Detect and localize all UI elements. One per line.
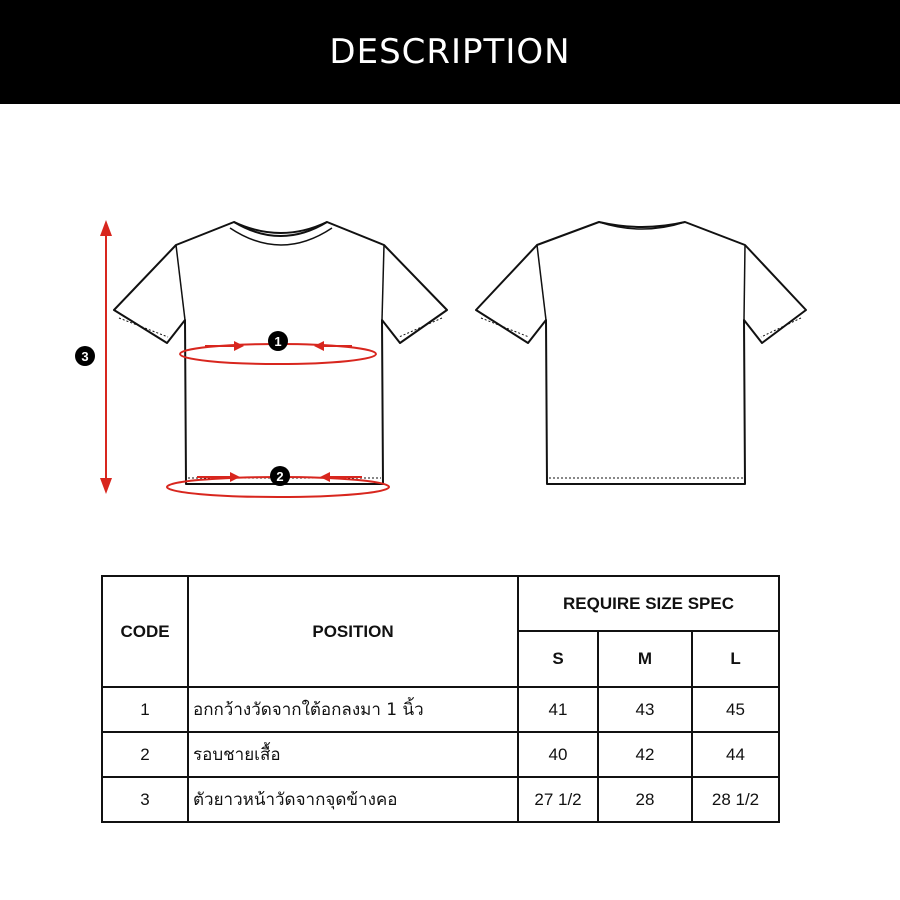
position-header: POSITION (188, 576, 518, 687)
marker-1 (268, 331, 288, 351)
row-value-l: 28 1/2 (692, 777, 779, 822)
marker-2 (270, 466, 290, 486)
marker-3 (75, 346, 95, 366)
table-row (102, 687, 779, 732)
row-code: 3 (102, 777, 188, 822)
marker-2-label: 2 (276, 469, 284, 484)
page-title: DESCRIPTION (329, 32, 571, 72)
spec-header: REQUIRE SIZE SPEC (518, 576, 779, 631)
size-spec-table (101, 575, 780, 823)
size-m-header: M (598, 631, 692, 687)
page-header (0, 0, 900, 104)
back-shirt (476, 222, 806, 484)
table-row (102, 777, 779, 822)
front-shirt (114, 222, 447, 484)
row-value-s: 40 (518, 732, 598, 777)
row-value-s: 27 1/2 (518, 777, 598, 822)
row-value-l: 44 (692, 732, 779, 777)
row-position: รอบชายเสื้อ (188, 732, 518, 777)
row-code: 2 (102, 732, 188, 777)
row-position: ตัวยาวหน้าวัดจากจุดข้างคอ (188, 777, 518, 822)
row-code: 1 (102, 687, 188, 732)
row-value-s: 41 (518, 687, 598, 732)
row-value-l: 45 (692, 687, 779, 732)
row-value-m: 28 (598, 777, 692, 822)
marker-3-label: 3 (81, 349, 89, 364)
row-value-m: 42 (598, 732, 692, 777)
size-l-header: L (692, 631, 779, 687)
table-row (102, 732, 779, 777)
row-position: อกกว้างวัดจากใต้อกลงมา 1 นิ้ว (188, 687, 518, 732)
marker-1-label: 1 (274, 334, 282, 349)
length-arrow-bottom (100, 478, 112, 494)
tshirt-diagram (0, 104, 900, 564)
code-header: CODE (102, 576, 188, 687)
row-value-m: 43 (598, 687, 692, 732)
length-arrow-top (100, 220, 112, 236)
size-s-header: S (518, 631, 598, 687)
